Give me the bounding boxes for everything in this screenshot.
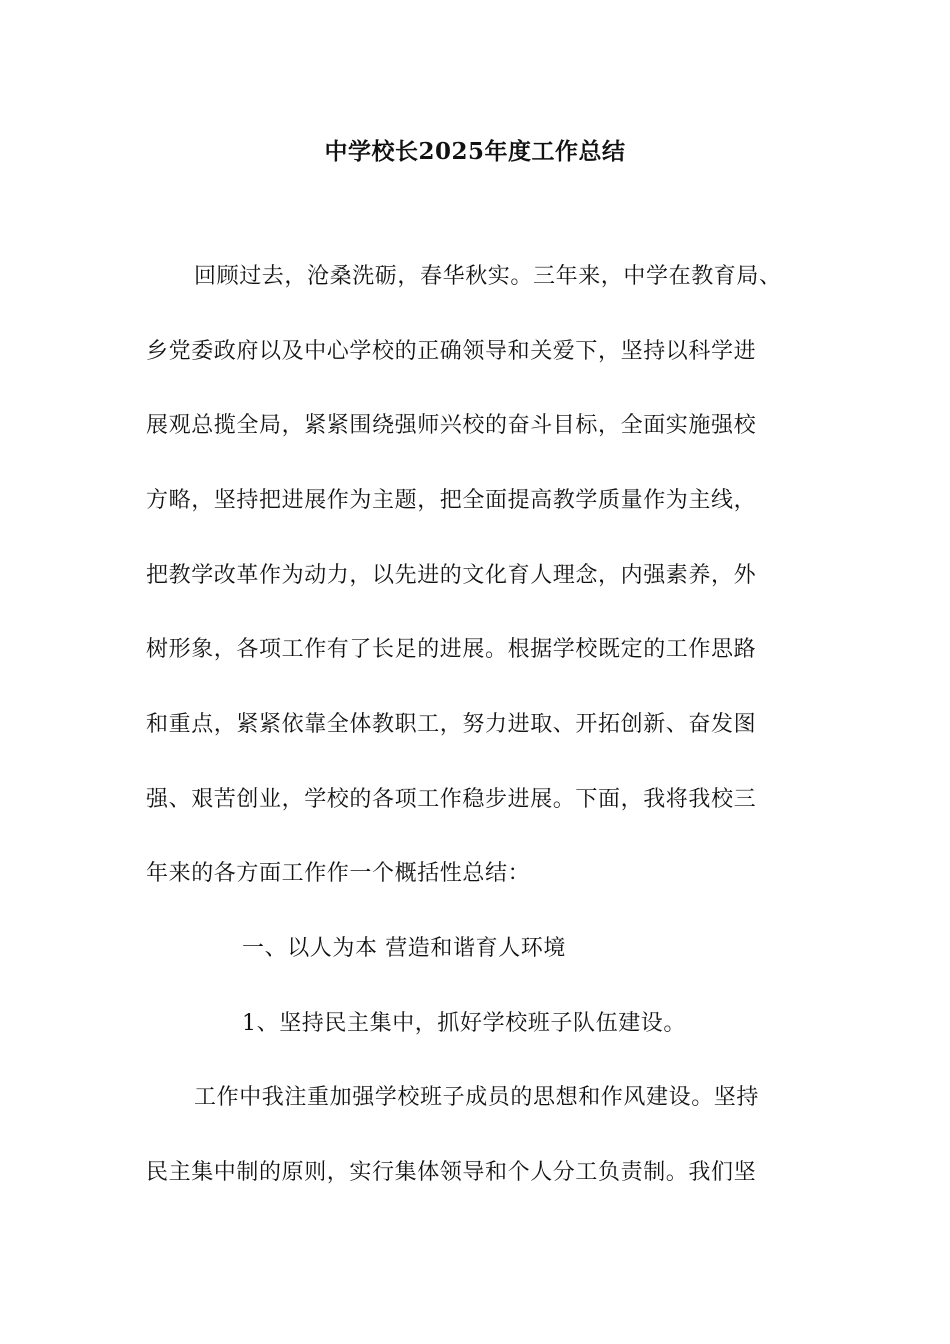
paragraph-line: 年来的各方面工作作一个概括性总结： [146, 861, 531, 886]
paragraph-line: 和重点，紧紧依靠全体教职工，努力进取、开拓创新、奋发图 [146, 712, 757, 737]
paragraph-line: 强、艰苦创业，学校的各项工作稳步进展。下面，我将我校三 [146, 787, 757, 812]
section-heading: 一、以人为本 营造和谐育人环境 [242, 936, 566, 961]
paragraph-line: 回顾过去，沧桑洗砺，春华秋实。三年来，中学在教育局、 [194, 264, 782, 289]
paragraph-line: 方略，坚持把进展作为主题，把全面提高教学质量作为主线， [146, 488, 757, 513]
document-title: 中学校长2025年度工作总结 [324, 138, 626, 165]
paragraph-line: 展观总揽全局，紧紧围绕强师兴校的奋斗目标，全面实施强校 [146, 413, 757, 438]
paragraph-line: 乡党委政府以及中心学校的正确领导和关爱下，坚持以科学进 [146, 339, 757, 364]
subsection-heading: 1、坚持民主集中，抓好学校班子队伍建设。 [242, 1011, 686, 1036]
paragraph-line: 树形象，各项工作有了长足的进展。根据学校既定的工作思路 [146, 637, 757, 662]
paragraph-line: 民主集中制的原则，实行集体领导和个人分工负责制。我们坚 [146, 1160, 757, 1185]
paragraph-line: 工作中我注重加强学校班子成员的思想和作风建设。坚持 [194, 1085, 760, 1110]
paragraph-line: 把教学改革作为动力，以先进的文化育人理念，内强素养，外 [146, 563, 757, 588]
